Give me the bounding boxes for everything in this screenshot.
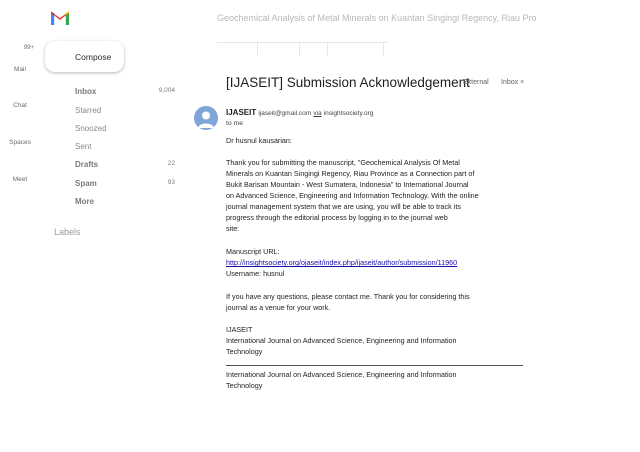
body-line: Manuscript URL: [226,247,280,256]
window-title: Geochemical Analysis of Metal Minerals on Kuantan Singingi Regency, Riau Pro [217,13,537,23]
toolbar-divider [327,43,328,57]
body-line: Technology [226,347,263,356]
rail-item-meet[interactable]: Meet [12,176,28,183]
inbox-label-chip[interactable] [501,79,524,86]
remove-label-icon[interactable]: × [520,79,525,86]
gmail-logo-icon[interactable] [50,10,70,26]
toolbar-divider [257,43,258,57]
folder-label: Inbox [75,87,97,96]
external-tag: External [463,79,489,86]
rail-item-spaces[interactable]: Spaces [9,139,31,146]
sender-name: IJASEIT [226,108,257,117]
rail-item-mail[interactable]: Mail [14,66,26,73]
body-line: Bukit Barisan Mountain - West Sumatera, Indonesia" to International Journal [226,180,469,189]
folder-label: More [75,197,95,206]
body-line: on Advanced Science, Engineering and Information Technology. With the online [226,191,479,200]
toolbar-divider [299,43,300,57]
folder-spam[interactable] [75,179,175,188]
body-line: journal management system that we are using, you will be able to track its [226,202,461,211]
email-subject: [IJASEIT] Submission Acknowledgement [226,75,470,90]
folder-label: Snoozed [75,124,107,133]
message-toolbar [217,42,387,57]
body-line: Dr husnul kausarian: [226,136,292,145]
body-line: Minerals on Kuantan Singingi Regency, Riau Province as a Connection part of [226,169,475,178]
mail-unread-badge: 99+ [23,45,34,51]
body-line: International Journal on Advanced Science, Engineering and Information [226,336,457,345]
folder-inbox[interactable] [75,87,175,96]
app-rail [0,0,40,452]
body-line: site: [226,224,240,233]
folder-label: Sent [75,142,92,151]
inbox-label-text: Inbox [501,79,519,86]
via-link[interactable]: via [313,110,322,117]
body-line: Username: husnul [226,269,285,278]
compose-button[interactable]: Compose [45,41,124,72]
folder-label: Starred [75,106,102,115]
body-line: International Journal on Advanced Science, Engineering and Information [226,370,457,379]
body-line: progress through the editorial process by logging in to the journal web [226,213,448,222]
manuscript-url-link[interactable]: http://insightsociety.org/ojaseit/index.php/ijaseit/author/submission/11960 [226,258,458,267]
folder-starred[interactable] [75,106,175,115]
body-line: IJASEIT [226,325,253,334]
body-line: journal as a venue for your work. [226,303,331,312]
person-icon [194,106,218,130]
folder-count: 22 [167,160,175,167]
email-body [220,130,540,390]
body-line: Thank you for submitting the manuscript, "Geochemical Analysis Of Metal [226,158,460,167]
folder-snoozed[interactable] [75,124,175,133]
sender-avatar [194,106,218,130]
signature-divider [226,365,523,366]
recipient-line[interactable]: to me [226,120,243,127]
sender-line [226,108,373,117]
toolbar-divider [383,43,384,57]
folder-more[interactable] [75,197,175,206]
labels-heading: Labels [54,227,81,237]
sender-email: ijaseit@gmail.com [258,110,312,117]
folder-drafts[interactable] [75,160,175,169]
folder-label: Spam [75,179,97,188]
folder-label: Drafts [75,160,99,169]
rail-item-chat[interactable]: Chat [13,102,27,109]
folder-sent[interactable] [75,142,175,151]
body-line: Technology [226,381,263,390]
folder-count: 93 [167,179,175,186]
folder-count: 9,004 [158,87,175,94]
body-line: If you have any questions, please contact me. Thank you for considering this [226,292,470,301]
sender-domain: insightsociety.org [323,110,374,117]
